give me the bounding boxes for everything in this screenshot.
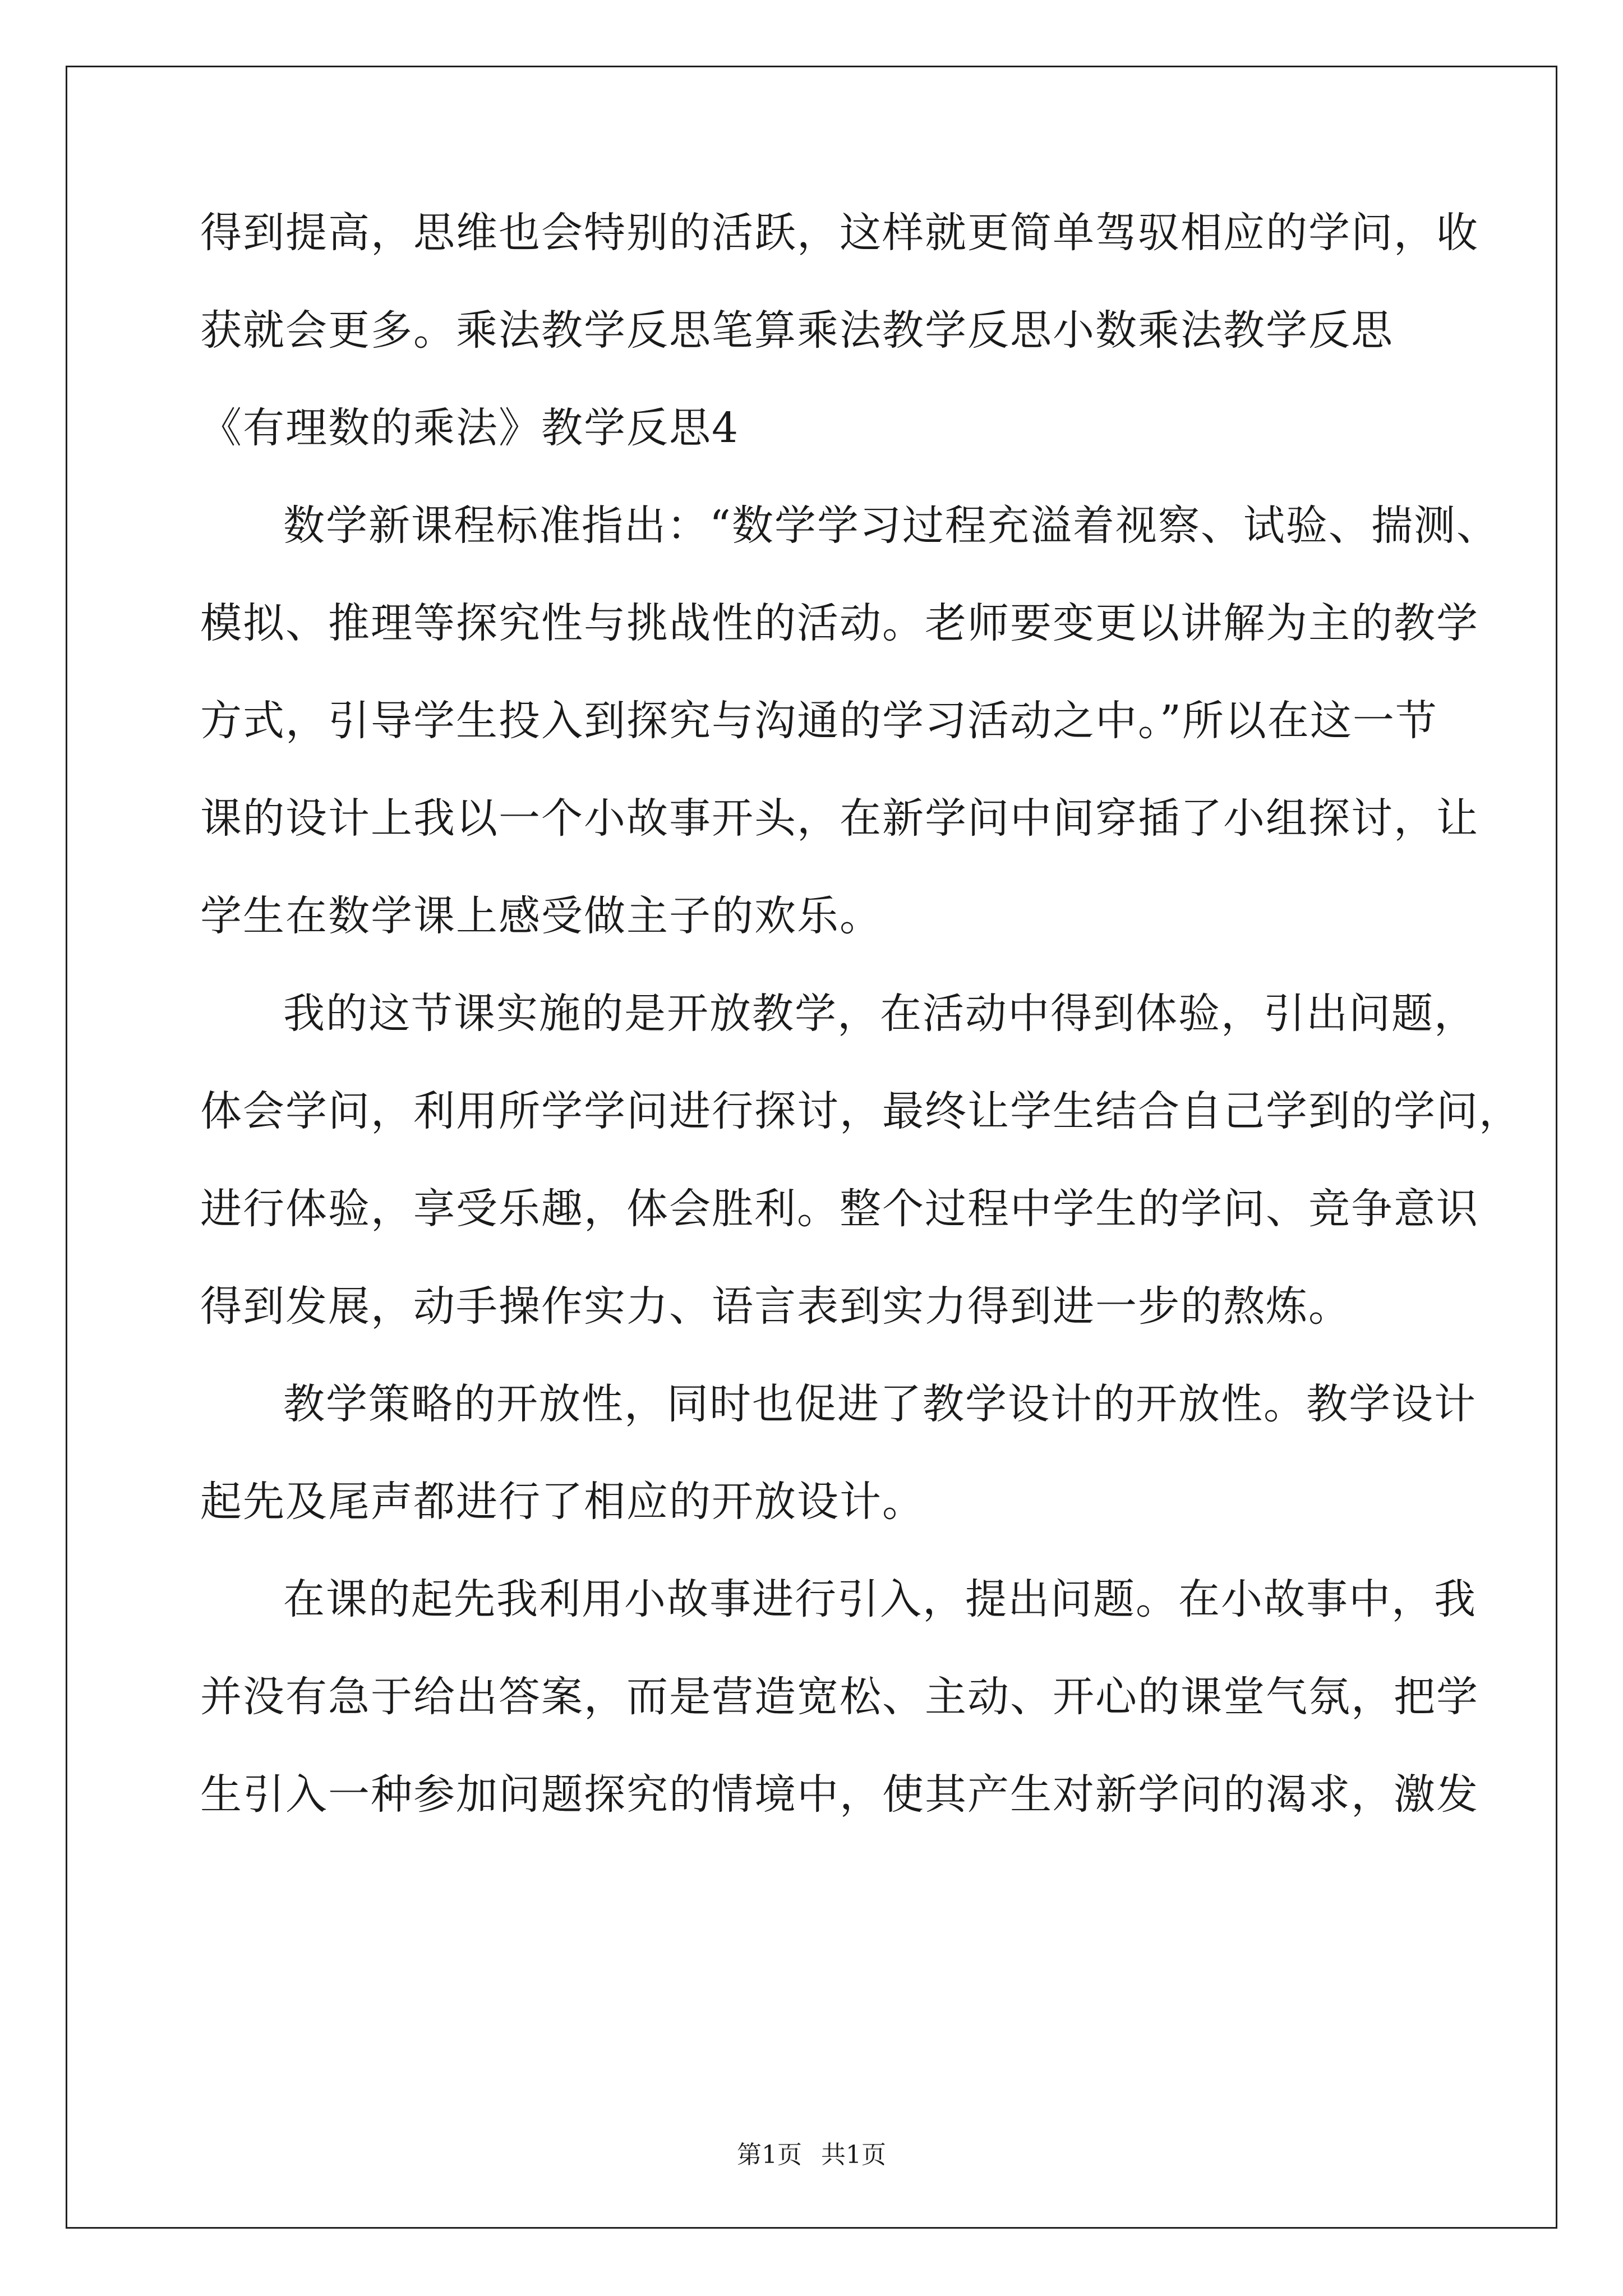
paragraph-first-line: 在课的起先我利用小故事进行引入，提出问题。在小故事中，我	[283, 1575, 1477, 1623]
paragraph-first-line: 数学新课程标准指出：“数学学习过程充溢着视察、试验、揣测、	[283, 501, 1499, 550]
paragraph-first-line: 我的这节课实施的是开放教学，在活动中得到体验，引出问题，	[283, 990, 1477, 1038]
text-line: 课的设计上我以一个小故事开头，在新学问中间穿插了小组探讨，让	[200, 794, 1479, 843]
text-line: 模拟、推理等探究性与挑战性的活动。老师要变更以讲解为主的教学	[200, 599, 1479, 647]
page-footer	[0, 2138, 1623, 2172]
page-number: 第1页	[737, 2141, 802, 2169]
text-line: 体会学问，利用所学学问进行探讨，最终让学生结合自己学到的学问，	[200, 1087, 1521, 1135]
text-line: 得到发展，动手操作实力、语言表到实力得到进一步的熬炼。	[200, 1282, 1351, 1331]
text-line: 得到提高，思维也会特别的活跃，这样就更简单驾驭相应的学问，收	[200, 209, 1479, 257]
text-line: 学生在数学课上感受做主子的欢乐。	[200, 892, 882, 940]
text-line: 方式，引导学生投入到探究与沟通的学习活动之中。”所以在这一节	[200, 697, 1438, 745]
page-total: 共1页	[821, 2141, 886, 2169]
text-line: 获就会更多。乘法教学反思笔算乘法教学反思小数乘法教学反思	[200, 306, 1394, 355]
text-line: 起先及尾声都进行了相应的开放设计。	[200, 1478, 925, 1526]
text-line: 并没有急于给出答案，而是营造宽松、主动、开心的课堂气氛，把学	[200, 1673, 1479, 1721]
text-line: 进行体验，享受乐趣，体会胜利。整个过程中学生的学问、竞争意识	[200, 1185, 1479, 1233]
section-heading: 《有理数的乘法》教学反思4	[200, 404, 740, 452]
paragraph-first-line: 教学策略的开放性，同时也促进了教学设计的开放性。教学设计	[283, 1380, 1477, 1428]
text-line: 生引入一种参加问题探究的情境中，使其产生对新学问的渴求，激发	[200, 1770, 1479, 1819]
page-border	[66, 66, 1557, 2229]
